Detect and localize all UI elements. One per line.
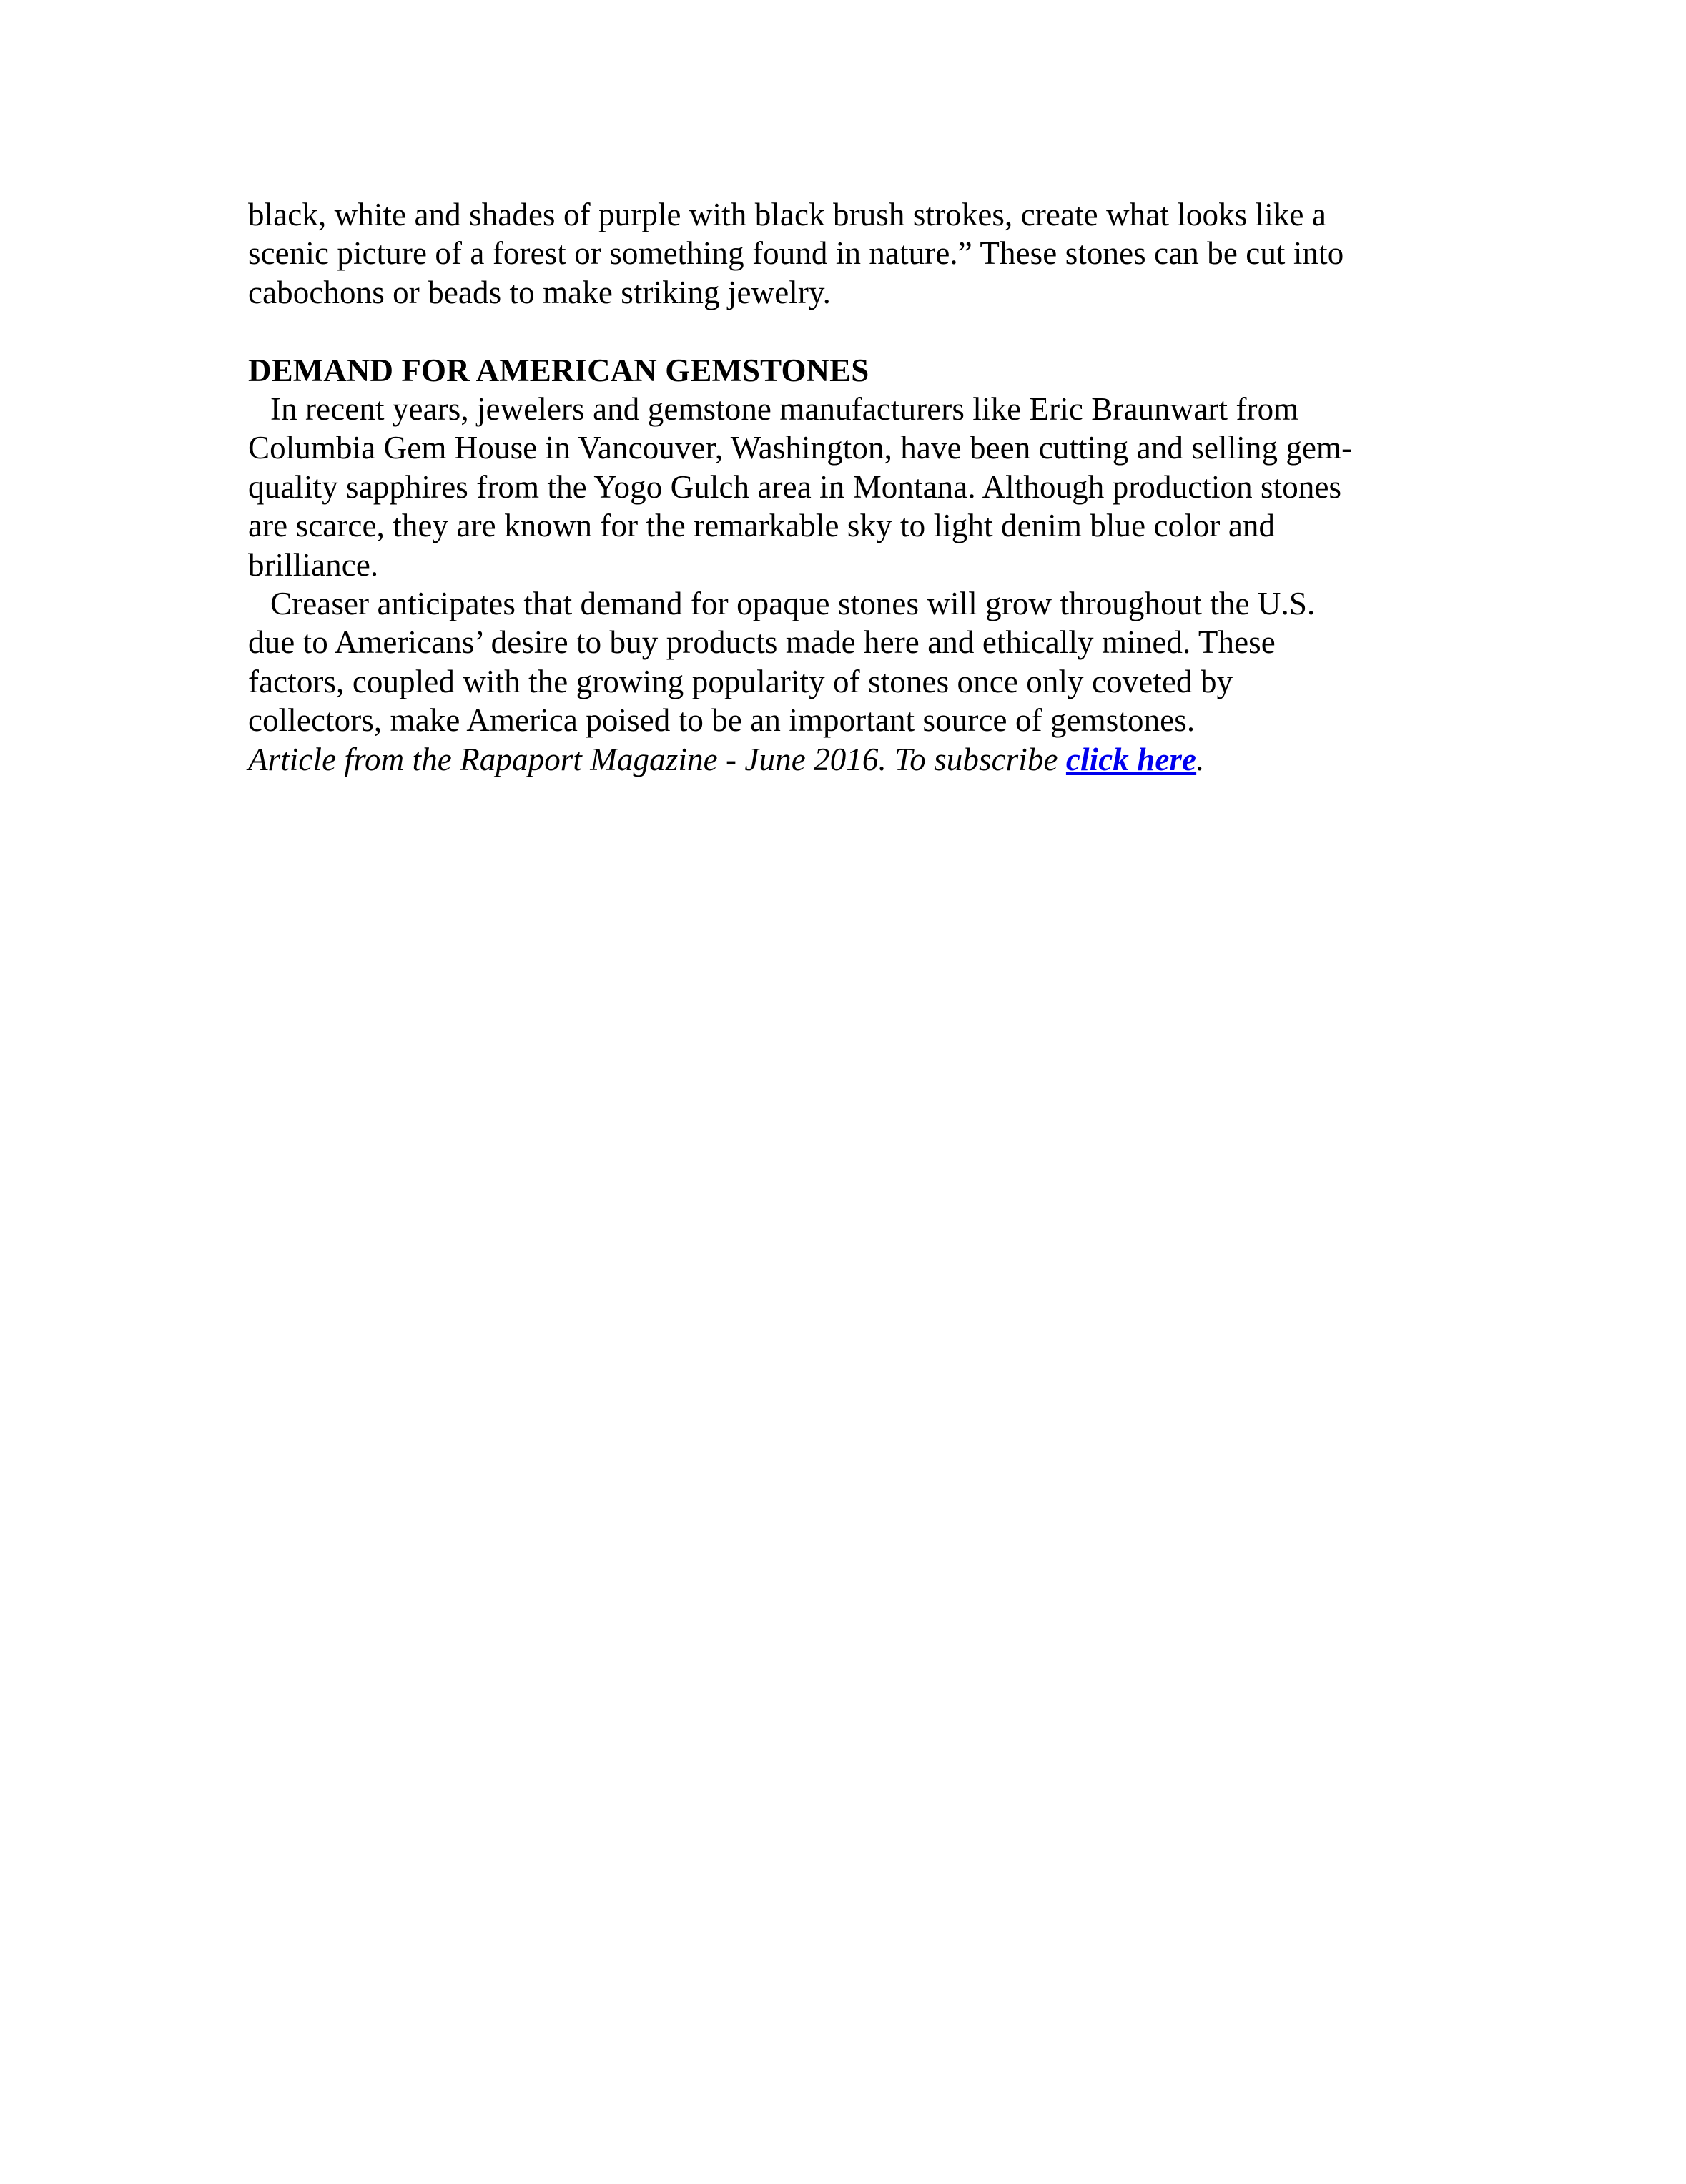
paragraph-line: quality sapphires from the Yogo Gulch area in Montana. Although production stones	[248, 468, 1342, 505]
paragraph-line: Creaser anticipates that demand for opaque stones will grow throughout the U.S.	[270, 586, 1316, 622]
paragraph-line: are scarce, they are known for the remarkable sky to light denim blue color and	[248, 508, 1276, 544]
paragraph-line: cabochons or beads to make striking jewelry.	[248, 274, 831, 310]
paragraph-spacer	[248, 312, 1464, 350]
paragraph-demand-1	[248, 390, 1464, 584]
paragraph-line: collectors, make America poised to be an important source of gemstones.	[248, 702, 1196, 739]
article-source-note	[248, 740, 1464, 779]
article-source-trailing: .	[1196, 741, 1205, 777]
paragraph-line: due to Americans’ desire to buy products made here and ethically mined. These	[248, 624, 1276, 661]
section-heading: DEMAND FOR AMERICAN GEMSTONES	[248, 352, 869, 388]
paragraph-line: scenic picture of a forest or something found in nature.” These stones can be cut into	[248, 235, 1344, 272]
paragraph-line: Columbia Gem House in Vancouver, Washington, have been cutting and selling gem-	[248, 430, 1353, 466]
paragraph-line: brilliance.	[248, 546, 379, 583]
paragraph-line: In recent years, jewelers and gemstone manufacturers like Eric Braunwart from	[270, 391, 1299, 428]
document-page	[248, 195, 1464, 779]
article-source-text: Article from the Rapaport Magazine - June 2016. To subscribe	[248, 741, 1066, 777]
paragraph-line: factors, coupled with the growing popularity of stones once only coveted by	[248, 663, 1233, 699]
intro-paragraph	[248, 195, 1464, 312]
subscribe-link[interactable]: click here	[1065, 741, 1197, 777]
paragraph-demand-2	[248, 584, 1464, 740]
paragraph-line: black, white and shades of purple with black brush strokes, create what looks like a	[248, 197, 1326, 232]
